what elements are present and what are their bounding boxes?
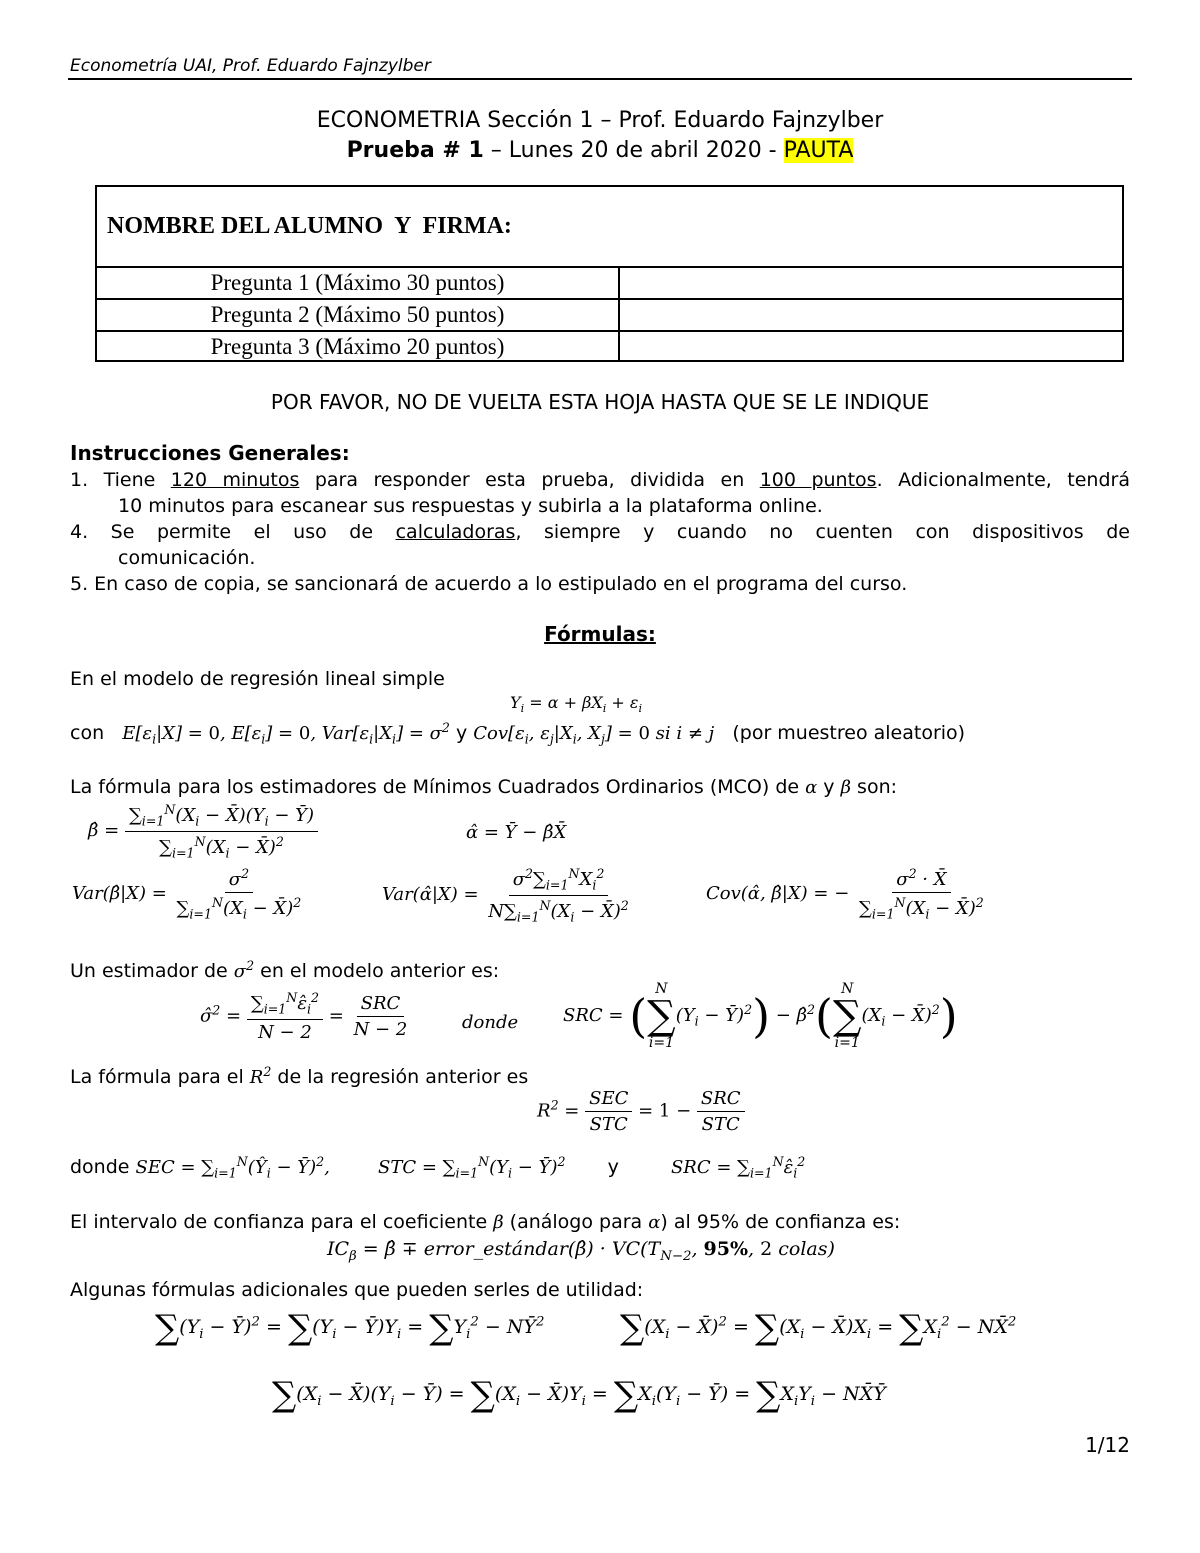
var-beta-formula: Var(β̂|X) = $\frac{\sigma^2}{\sum_{i=1}^N(X_i - X̄)^2}$ <box>72 866 302 922</box>
instruction-1: 1. Tiene 120 minutos para responder esta prueba, dividida en 100 puntos. Adicionalmente, tendrá 10 minutos para escanear sus respuestas y subirla a la plataforma online. <box>70 469 1130 517</box>
time-limit: 120 minutos <box>170 469 300 491</box>
score-cell[interactable] <box>619 299 1122 331</box>
sum-identity-x: $\sum(X_i$ − X̄)$^2$ = $\sum(X_i$ − $X̄)X_i = \sum X_i^2$ − NX̄$^2$ <box>620 1308 1017 1348</box>
question-label: Pregunta 2 (Máximo 50 puntos) <box>97 299 619 331</box>
instructions-title: Instrucciones Generales: <box>70 441 350 465</box>
donde-italic: donde <box>462 1012 519 1033</box>
cov-alpha-beta-formula: Cov(α̂, β̂|X) = − $\frac{\sigma^2 \cdot X̄}{\sum_{i=1}^N(X_i - X̄)^2}$ <box>706 866 984 922</box>
beta-hat-formula: β̂ = $\frac{\sum_{i=1}^N(X_i - X̄)(Y_i - Ȳ)}{\sum_{i=1}^N(X_i - X̄)^2}$ <box>88 802 318 860</box>
page-number: 1/12 <box>1085 1433 1130 1457</box>
extra-intro: Algunas fórmulas adicionales que pueden serles de utilidad: <box>70 1279 644 1301</box>
instruction-4: 4. Se permite el uso de calculadoras, siempre y cuando no cuenten con dispositivos de comunicación. <box>70 521 1131 569</box>
total-points: 100 puntos <box>759 469 877 491</box>
ic-intro: El intervalo de confianza para el coeficiente β (análogo para α) al 95% de confianza es: <box>70 1211 901 1233</box>
student-name-label: NOMBRE DEL ALUMNO Y FIRMA: <box>107 213 512 239</box>
score-row <box>97 299 1122 331</box>
model-intro: En el modelo de regresión lineal simple <box>70 668 445 690</box>
running-header: Econometría UAI, Prof. Eduardo Fajnzylber <box>70 56 431 76</box>
ic-formula: $IC_\beta$ = β̂ ∓ error_estándar(β̂) · $VC(T_{N-2}$, 95%, 2 colas) <box>327 1238 835 1264</box>
score-cell[interactable] <box>619 267 1122 299</box>
sigma-intro: Un estimador de $\sigma^2$ en el modelo anterior es: <box>70 958 500 982</box>
sums-definitions: donde SEC = $\sum_{i=1}^N(Ŷ_i$ − Ȳ)$^2$, STC = $\sum_{i=1}^N(Y_i$ − Ȳ)$^2$ y SRC = $\sum_{i=1}^N\varepsilon̂_i^2$ <box>70 1154 806 1181</box>
var-alpha-formula: Var(α̂|X) = $\frac{\sigma^2\sum_{i=1}^NX_i^2}{N\sum_{i=1}^N(X_i - X̄)^2}$ <box>382 866 629 925</box>
student-box <box>95 185 1124 362</box>
mco-intro: La fórmula para los estimadores de Mínimos Cuadrados Ordinarios (MCO) de α y β son: <box>70 776 898 798</box>
score-table <box>97 266 1122 362</box>
formulas-title: Fórmulas: <box>544 622 656 646</box>
score-row <box>97 331 1122 362</box>
instruction-5: 5. En caso de copia, se sancionará de acuerdo a lo estipulado en el programa del curso. <box>70 573 908 595</box>
sum-identity-xy: $\sum(X_i$ − $X̄)(Y_i$ − Ȳ) = $\sum(X_i$ − $X̄)Y_i = \sum X_i(Y_i$ − Ȳ) = $\sum X_iY_i$ − NX̄Ȳ <box>272 1375 886 1415</box>
src-formula: SRC = ( N ∑ i=1 ($Y_i$ − Ȳ)$^2$) − β̂$^2$( N ∑ i=1 ($X_i$ − X̄)$^2$) <box>563 981 958 1051</box>
score-cell[interactable] <box>619 331 1122 362</box>
calculators: calculadoras <box>395 521 516 543</box>
exam-date: – Lunes 20 de abril 2020 - <box>483 138 784 163</box>
question-label: Pregunta 3 (Máximo 20 puntos) <box>97 331 619 362</box>
sigma-hat-formula: σ̂$^2$ = $\frac{\sum_{i=1}^N\varepsilon̂_i^2}{N - 2}$ = $\frac{\text{SRC}}{N - 2}$ <box>200 990 408 1043</box>
r2-intro: La fórmula para el $R^2$ de la regresión anterior es <box>70 1064 529 1088</box>
model-equation: $Y_i = \alpha + \beta X_i + \varepsilon_i$ <box>510 693 643 716</box>
warning-text: POR FAVOR, NO DE VUELTA ESTA HOJA HASTA QUE SE LE INDIQUE <box>270 390 930 414</box>
exam-label: Prueba # 1 <box>346 138 484 163</box>
document-subtitle <box>0 138 1200 163</box>
header-rule <box>68 78 1132 80</box>
alpha-hat-formula: α̂ = Ȳ − β̂X̄ <box>466 822 567 843</box>
assumptions-line: con $E[\varepsilon_i|X] = 0$, $E[\varepsilon_i] = 0$, $Var[\varepsilon_i|X_i] = \sigma^2$ y $Cov[\varepsilon_i$, $\varepsilon_j|X_i$, $X_j] = 0$ si i ≠ j (por muestreo aleatorio) <box>70 720 966 747</box>
pauta-highlight: PAUTA <box>783 138 854 163</box>
assumptions-math: $E[\varepsilon_i|X] = 0$, $E[\varepsilon_i] = 0$, $Var[\varepsilon_i|X_i] = \sigma^2$ <box>122 720 450 747</box>
question-label: Pregunta 1 (Máximo 30 puntos) <box>97 267 619 299</box>
score-row <box>97 267 1122 299</box>
r2-formula: $R^2$ = $\frac{\text{SEC}}{\text{STC}}$ = 1 − $\frac{\text{SRC}}{\text{STC}}$ <box>537 1088 745 1135</box>
sum-identity-y: $\sum(Y_i$ − Ȳ)$^2$ = $\sum(Y_i$ − $Ȳ)Y_i = \sum Y_i^2$ − $NȲ^2$ <box>155 1308 545 1348</box>
document-title: ECONOMETRIA Sección 1 – Prof. Eduardo Fajnzylber <box>316 108 884 133</box>
